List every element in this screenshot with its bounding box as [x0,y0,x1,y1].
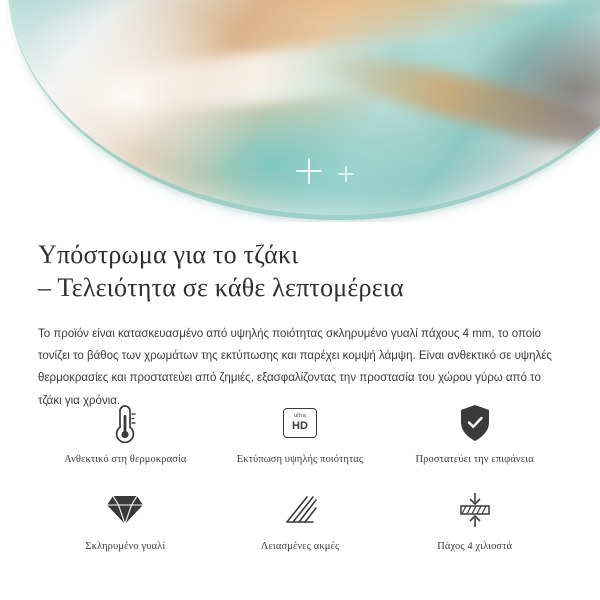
feature-item-thickness [387,487,562,552]
hero-image [0,0,600,222]
feature-item-surface-protection [387,400,562,465]
ultra-hd-icon [283,400,317,446]
description-paragraph: Το προϊόν είναι κατασκευασμένο από υψηλής ποιότητας σκληρυμένο γυαλί πάχους 4 mm, το οποίο τονίζει το βάθος των χρωμάτων της εκτύπωσης και παρέχει κομψή λάμψη. Είναι ανθεκτικό σε υψηλές θερμοκρασίες και προστατεύει από ζημιές, εξασφαλίζοντας την προστασία του χώρου γύρω από το τζάκι για χρόνια. [38,327,552,407]
shield-check-icon [458,400,492,446]
feature-label: Λειασμένες ακμές [260,541,340,552]
content-block [0,222,600,412]
page-title [38,238,562,305]
feature-item-polished-edges [213,487,388,552]
feature-item-heat-resistant [38,400,213,465]
headline-line-2: – Τελειότητα σε κάθε λεπτομέρεια [38,273,404,303]
feature-item-print-quality [213,400,388,465]
ultra-hd-badge-top: ultra [293,413,307,420]
polished-edges-icon [283,487,317,533]
feature-item-tempered-glass [38,487,213,552]
feature-label: Ανθεκτικό στη θερμοκρασία [64,454,187,465]
feature-grid [38,400,562,552]
marble-vein [247,0,600,15]
feature-label: Σκληρυμένο γυαλί [85,541,166,552]
marble-glass-plate [8,0,600,220]
feature-label: Εκτύπωση υψηλής ποιότητας [236,454,364,465]
thermometer-icon [112,400,138,446]
headline-line-1: Υπόστρωμα για το τζάκι [38,240,299,269]
diamond-icon [106,487,144,533]
ultra-hd-badge-main: HD [292,419,308,432]
feature-label: Πάχος 4 χιλιοστά [437,541,513,552]
feature-label: Προστατεύει την επιφάνεια [415,454,534,465]
thickness-arrows-icon [455,487,495,533]
